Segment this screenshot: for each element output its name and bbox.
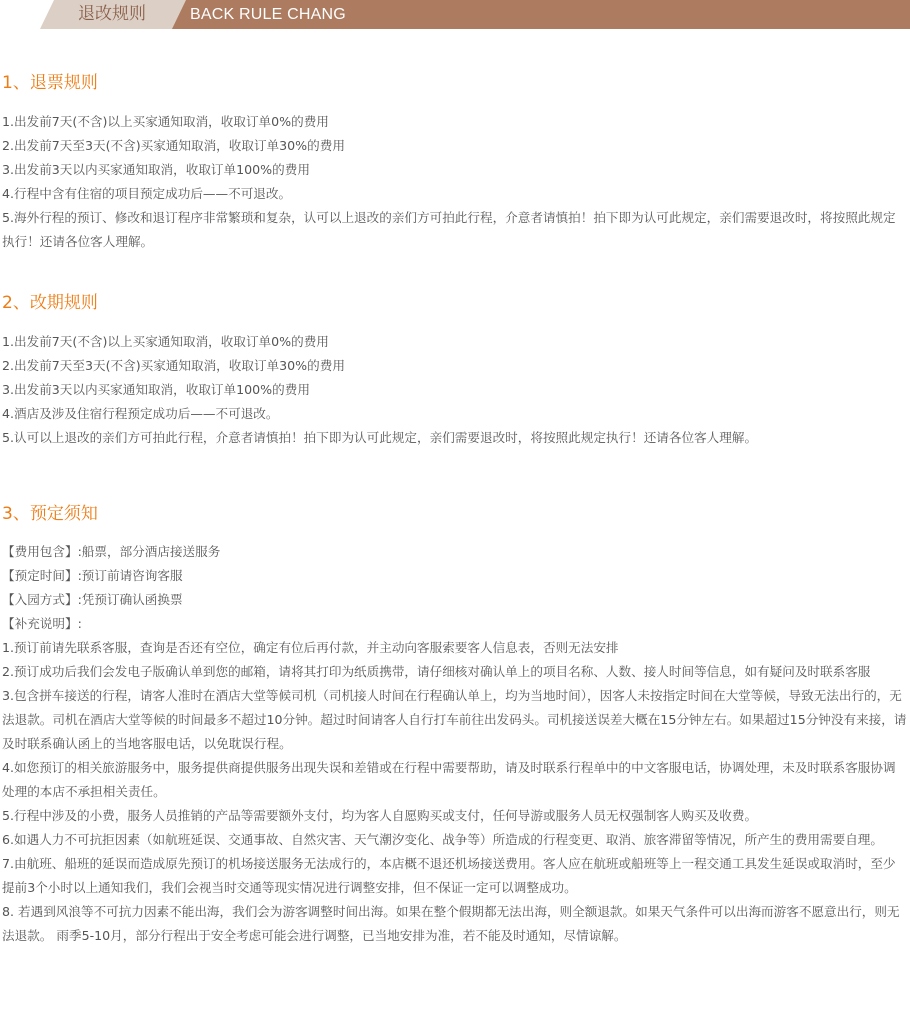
- reschedule-rules-list: [2, 330, 910, 450]
- refund-rule-item: 2.出发前7天至3天(不含)买家通知取消，收取订单30%的费用: [2, 138, 345, 153]
- booking-time: 【预定时间】:预订前请咨询客服: [2, 568, 183, 583]
- booking-note-item: 5.行程中涉及的小费，服务人员推销的产品等需要额外支付，均为客人自愿购买或支付，任何导游或服务人员无权强制客人购买及收费。: [2, 808, 758, 823]
- refund-rule-item: 5.海外行程的预订、修改和退订程序非常繁琐和复杂，认可以上退改的亲们方可拍此行程，介意者请慎拍！拍下即为认可此规定，亲们需要退改时，将按照此规定执行！还请各位客人理解。: [2, 210, 896, 249]
- supplement-label: 【补充说明】:: [2, 616, 82, 631]
- refund-rule-item: 3.出发前3天以内买家通知取消，收取订单100%的费用: [2, 162, 310, 177]
- booking-note-item: 4.如您预订的相关旅游服务中，服务提供商提供服务出现失误和差错或在行程中需要帮助，请及时联系行程单中的中文客服电话，协调处理，未及时联系客服协调处理的本店不承担相关责任。: [2, 760, 896, 799]
- banner-title-cn: 退改规则: [78, 4, 146, 24]
- reschedule-rule-item: 2.出发前7天至3天(不含)买家通知取消，收取订单30%的费用: [2, 358, 345, 373]
- reschedule-rule-item: 4.酒店及涉及住宿行程预定成功后——不可退改。: [2, 406, 279, 421]
- refund-rule-item: 1.出发前7天(不含)以上买家通知取消，收取订单0%的费用: [2, 114, 329, 129]
- booking-note-item: 2.预订成功后我们会发电子版确认单到您的邮箱，请将其打印为纸质携带，请仔细核对确认单上的项目名称、人数、接人时间等信息，如有疑问及时联系客服: [2, 664, 871, 679]
- reschedule-rule-item: 1.出发前7天(不含)以上买家通知取消，收取订单0%的费用: [2, 334, 329, 349]
- booking-note-item: 1.预订前请先联系客服，查询是否还有空位，确定有位后再付款，并主动向客服索要客人信息表，否则无法安排: [2, 640, 619, 655]
- fee-included: 【费用包含】:船票，部分酒店接送服务: [2, 544, 221, 559]
- booking-note-item: 3.包含拼车接送的行程，请客人准时在酒店大堂等候司机（司机接人时间在行程确认单上，均为当地时间），因客人未按指定时间在大堂等候，导致无法出行的，无法退款。司机在酒店大堂等候的时间最多不超过10分钟。超过时间请客人自行打车前往出发码头。司机接送误差大概在15分钟左右。如果超过15分钟没有来接，请及时联系确认函上的当地客服电话，以免耽误行程。: [2, 688, 907, 751]
- reschedule-rule-item: 3.出发前3天以内买家通知取消，收取订单100%的费用: [2, 382, 310, 397]
- booking-note-item: 6.如遇人力不可抗拒因素（如航班延误、交通事故、自然灾害、天气潮汐变化、战争等）所造成的行程变更、取消、旅客滞留等情况，所产生的费用需要自理。: [2, 832, 883, 847]
- reschedule-rule-item: 5.认可以上退改的亲们方可拍此行程，介意者请慎拍！拍下即为认可此规定，亲们需要退改时，将按照此规定执行！还请各位客人理解。: [2, 430, 758, 445]
- reschedule-section-title: 2、改期规则: [2, 293, 98, 313]
- refund-rule-item: 4.行程中含有住宿的项目预定成功后——不可退改。: [2, 186, 292, 201]
- refund-section-title: 1、退票规则: [2, 73, 98, 93]
- banner-title-en: BACK RULE CHANG: [190, 6, 346, 23]
- booking-note-item: 7.由航班、船班的延误而造成原先预订的机场接送服务无法成行的，本店概不退还机场接送费用。客人应在航班或船班等上一程交通工具发生延误或取消时，至少提前3个小时以上通知我们，我们会视当时交通等现实情况进行调整安排，但不保证一定可以调整成功。: [2, 856, 896, 895]
- booking-notes: [2, 540, 910, 948]
- rules-banner: [0, 0, 910, 29]
- entry-method: 【入园方式】:凭预订确认函换票: [2, 592, 183, 607]
- booking-note-item: 8. 若遇到风浪等不可抗力因素不能出海，我们会为游客调整时间出海。如果在整个假期都无法出海，则全额退款。如果天气条件可以出海而游客不愿意出行，则无法退款。 雨季5-10月，部分行程出于安全考虑可能会进行调整，已当地安排为准，若不能及时通知，尽情谅解。: [2, 904, 900, 943]
- booking-section-title: 3、预定须知: [2, 504, 98, 524]
- refund-rules-list: [2, 110, 910, 254]
